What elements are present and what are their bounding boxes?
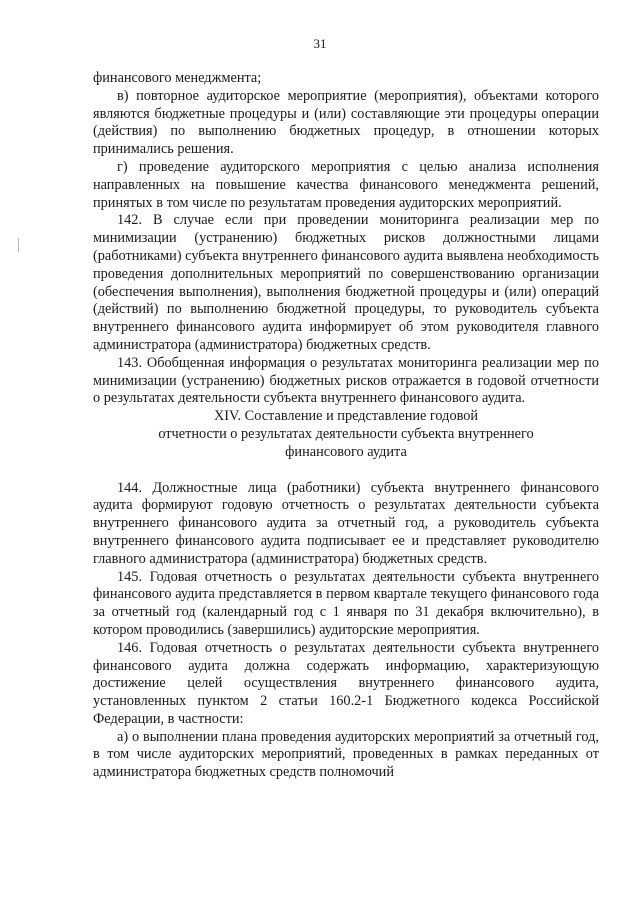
paragraph-144: 144. Должностные лица (работники) субъекта внутреннего финансового аудита формируют годовую отчетность о результатах деятельности субъекта внутреннего финансового аудита за отчетный год, а руководитель субъекта внутреннего финансового аудита подписывает ее и представляет руководителю главного администратора (администратора) бюджетных средств. [93,479,599,567]
paragraph-item-v: в) повторное аудиторское мероприятие (мероприятия), объектами которого являются бюджетные процедуры и (или) составляющие эти процедуры операции (действия) по выполнению бюджетных процедур, в отношении которых принимались решения. [93,87,599,158]
paragraph-142: 142. В случае если при проведении мониторинга реализации мер по минимизации (устранению) бюджетных рисков должностными лицами (работниками) субъекта внутреннего финансового аудита выявлена необходимость проведения дополнительных мероприятий по совершенствованию организации (обеспечения выполнения), выполнения бюджетной процедуры и (или) операций (действий) по выполнению бюджетной процедуры, то руководитель субъекта внутреннего финансового аудита информирует об этом руководителя главного администратора (администратора) бюджетных средств. [93,212,599,353]
paragraph-item-g: г) проведение аудиторского мероприятия с целью анализа исполнения направленных на повышение качества финансового менеджмента решений, принятых в том числе по результатам проведения аудиторских мероприятий. [93,158,599,211]
section-heading-line-1: XIV. Составление и представление годовой [213,408,479,425]
document-body [93,70,599,782]
paragraph-146: 146. Годовая отчетность о результатах деятельности субъекта внутреннего финансового аудита должна содержать информацию, характеризующую достижение целей осуществления внутреннего финансового аудита, установленных пунктом 2 статьи 160.2-1 Бюджетного кодекса Российской Федерации, в частности: [93,639,599,727]
section-heading [93,408,599,461]
heading-spacer [93,462,599,480]
section-heading-line-3: финансового аудита [285,443,407,460]
paragraph-item-a: а) о выполнении плана проведения аудиторских мероприятий за отчетный год, в том числе аудиторских мероприятий, проведенных в рамках переданных от администратора бюджетных средств полномочий [93,728,599,781]
page-number: 31 [313,36,327,51]
scan-margin-mark [18,238,19,252]
paragraph-143: 143. Обобщенная информация о результатах мониторинга реализации мер по минимизации (устранению) бюджетных рисков отражается в годовой отчетности о результатах деятельности субъекта внутреннего финансового аудита. [93,354,599,407]
paragraph-continuation: финансового менеджмента; [93,70,262,86]
paragraph-145: 145. Годовая отчетность о результатах деятельности субъекта внутреннего финансового аудита представляется в первом квартале текущего финансового года за отчетный год (календарный год с 1 января по 31 декабря включительно), в котором проводились (завершились) аудиторские мероприятия. [93,568,599,638]
section-heading-line-2: отчетности о результатах деятельности субъекта внутреннего [158,425,534,442]
